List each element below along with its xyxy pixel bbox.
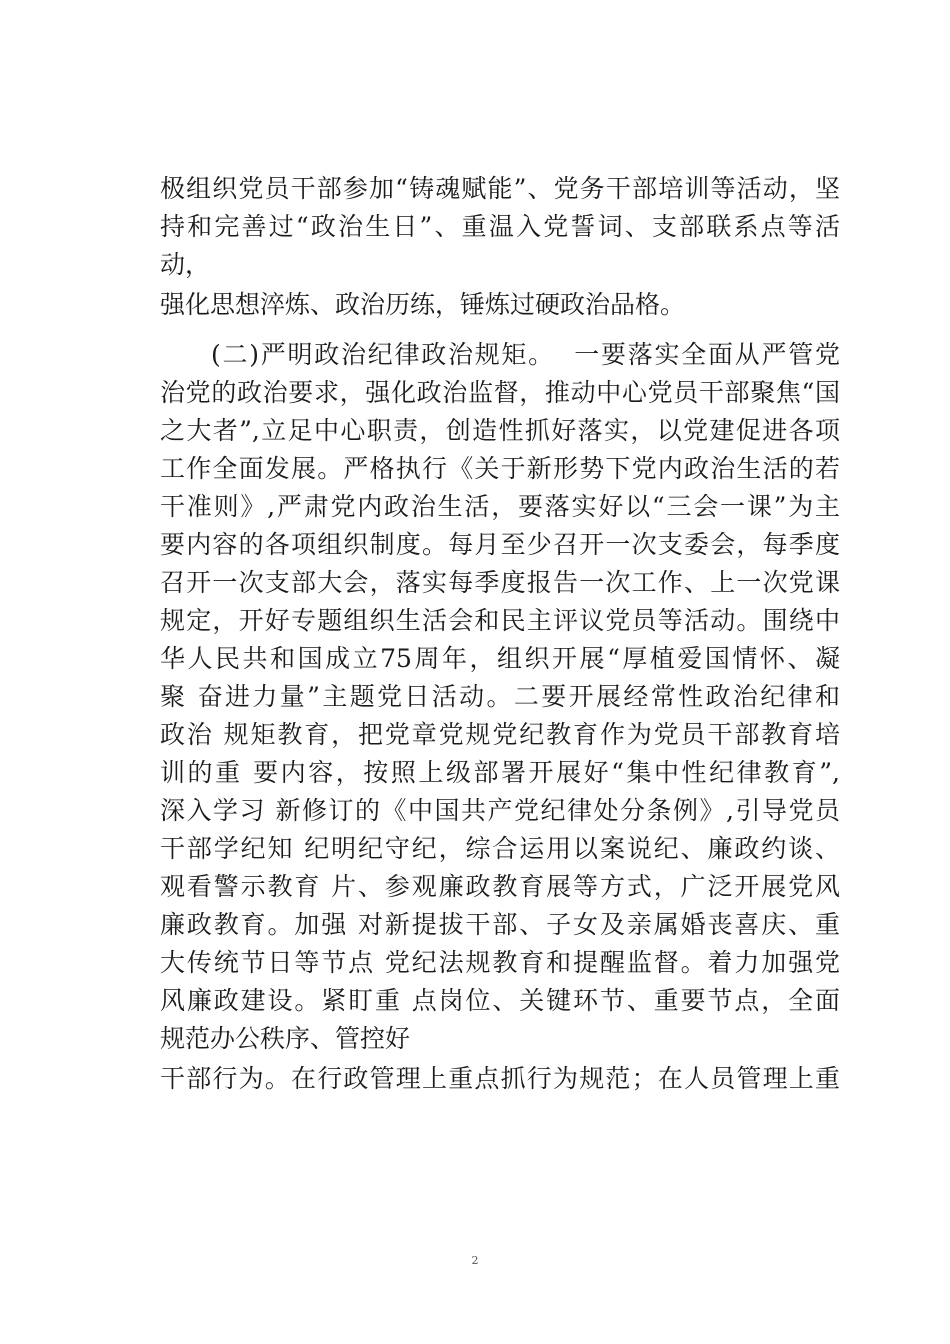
body-text-line: 强化思想淬炼、政治历练，锤炼过硬政治品格。 <box>160 290 686 319</box>
body-text-line: 规范办公秩序、管控好 <box>160 1024 411 1053</box>
body-text-line: 干部学纪知 纪明纪守纪，综合运用以案说纪、廉政约谈、 <box>160 834 840 863</box>
body-text-line: 聚 奋进力量”主题党日活动。二要开展经常性政治纪律和 <box>160 682 840 711</box>
body-text-line: 深入学习 新修订的《中国共产党纪律处分条例》,引导党员 <box>160 796 840 825</box>
body-text-line: 规定，开好专题组织生活会和民主评议党员等活动。围绕中 <box>160 606 840 635</box>
body-text-line: 干准则》,严肃党内政治生活，要落实好以“三会一课”为主 <box>160 492 840 521</box>
body-text-line: 华人民共和国成立75周年，组织开展“厚植爱国情怀、凝 <box>160 644 840 673</box>
body-text-line: 大传统节日等节点 党纪法规教育和提醒监督。着力加强党 <box>160 948 840 977</box>
body-text-line: 政治 规矩教育，把党章党规党纪教育作为党员干部教育培 <box>160 720 840 749</box>
body-text-line: 要内容的各项组织制度。每月至少召开一次支委会，每季度 <box>160 530 840 559</box>
body-text-line: 之大者”,立足中心职责，创造性抓好落实，以党建促进各项 <box>160 416 840 445</box>
page-number: 2 <box>471 1254 479 1267</box>
body-text-line: 动， <box>160 250 211 279</box>
body-text-line: 干部行为。在行政管理上重点抓行为规范；在人员管理上重 <box>160 1064 840 1093</box>
body-text-line: 观看警示教育 片、参观廉政教育展等方式，广泛开展党风 <box>160 872 840 901</box>
body-text-line: 极组织党员干部参加“铸魂赋能”、党务干部培训等活动，坚 <box>160 174 840 203</box>
body-text-line: 廉政教育。加强 对新提拔干部、子女及亲属婚丧喜庆、重 <box>160 910 840 939</box>
section-heading-line: (二)严明政治纪律政治规矩。 一要落实全面从严管党 <box>211 340 840 369</box>
body-text-line: 治党的政治要求，强化政治监督，推动中心党员干部聚焦“国 <box>160 378 840 407</box>
body-text-line: 训的重 要内容，按照上级部署开展好“集中性纪律教育”, <box>160 758 840 787</box>
body-text-line: 持和完善过“政治生日”、重温入党誓词、支部联系点等活 <box>160 212 840 241</box>
body-text-line: 召开一次支部大会，落实每季度报告一次工作、上一次党课 <box>160 568 840 597</box>
body-text-line: 工作全面发展。严格执行《关于新形势下党内政治生活的若 <box>160 454 840 483</box>
body-text-line: 风廉政建设。紧盯重 点岗位、关键环节、重要节点，全面 <box>160 986 840 1015</box>
